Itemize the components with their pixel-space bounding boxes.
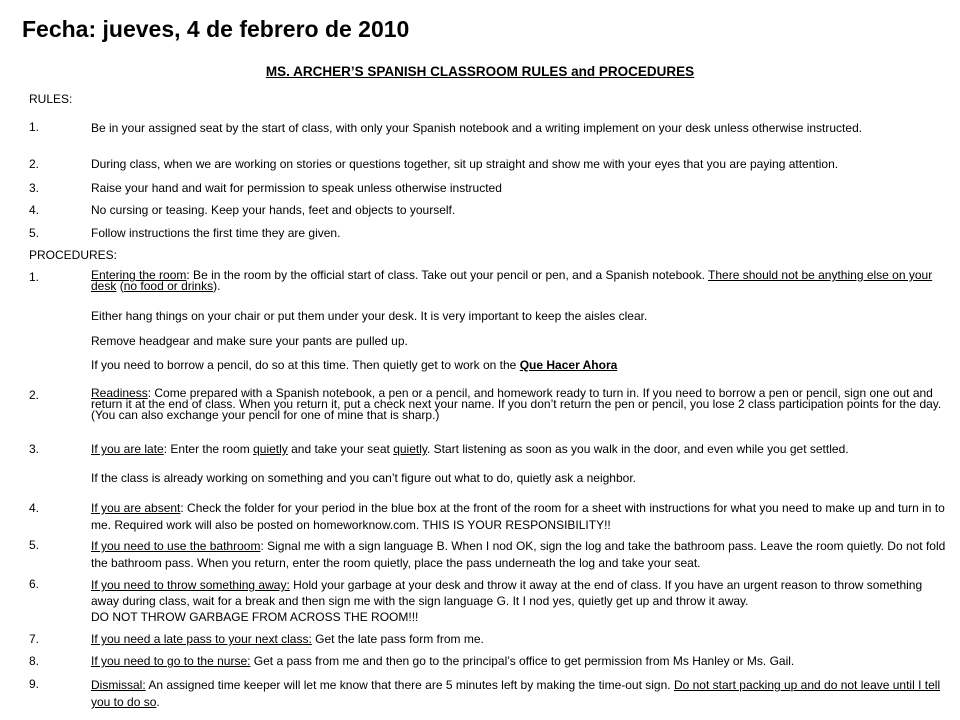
procedure-number: 1.: [29, 270, 40, 284]
procedure-number: 5.: [29, 538, 40, 552]
rule-number: 2.: [29, 157, 40, 171]
procedure-number: 4.: [29, 501, 40, 515]
procedure-number: 7.: [29, 632, 40, 646]
document-title: MS. ARCHER’S SPANISH CLASSROOM RULES and PROCEDURES: [265, 64, 695, 79]
procedure-number: 2.: [29, 388, 40, 402]
rule-number: 5.: [29, 226, 40, 240]
procedure-text: Readiness: Come prepared with a Spanish notebook, a pen or a pencil, and homework ready to turn in. If you need to borrow a pen or pencil, sign one out and return it at the end of class. When you return it, put a check next your name. If you don’t return the pen or pencil, you lose 2 class participation points for the day. (You can also exchange your pencil for one of mine that is sharp.): [91, 386, 942, 422]
procedure-label: If you need a late pass to your next class:: [91, 632, 312, 646]
rule-text: Follow instructions the first time they are given.: [91, 226, 341, 240]
procedure-text: Entering the room: Be in the room by the official start of class. Take out your pencil or pen, and a Spanish notebook. There should not be anything else on your desk (no food or drinks).: [91, 268, 933, 293]
date-header: Fecha: jueves, 4 de febrero de 2010: [22, 16, 410, 42]
rule-text: Be in your assigned seat by the start of class, with only your Spanish notebook and a writing implement on your desk unless otherwise instructed.: [91, 121, 863, 135]
rule-text: No cursing or teasing. Keep your hands, feet and objects to yourself.: [91, 203, 456, 217]
procedure-number: 9.: [29, 677, 40, 691]
procedures-heading: PROCEDURES:: [29, 248, 118, 262]
procedure-label: If you need to use the bathroom: [91, 539, 261, 553]
procedure-number: 6.: [29, 577, 40, 591]
procedure-label: Dismissal:: [91, 678, 146, 692]
rule-number: 3.: [29, 181, 40, 195]
procedure-label: If you are late: [91, 442, 164, 456]
rule-number: 4.: [29, 203, 40, 217]
rules-heading: RULES:: [29, 92, 73, 106]
procedure-label: If you need to go to the nurse:: [91, 654, 251, 668]
que-hacer-ahora-link: Que Hacer Ahora: [519, 358, 618, 372]
procedure-text: If you are absent: Check the folder for your period in the blue box at the front of the room for a sheet with instructions for what you need to make up and turn in to me. Required work will also be posted on homeworknow.com. THIS IS YOUR RESPONSIBILITY!!: [91, 501, 945, 532]
procedure-text: If you need to throw something away: Hold your garbage at your desk and throw it away at the end of class. If you have an urgent reason to throw something away during class, wait for a break and then sign me with the sign language G. It I nod yes, quietly get up and throw it away. DO NOT THROW GARBAGE FROM ACROSS THE ROOM!!!: [91, 578, 923, 624]
procedure-label: If you are absent: [91, 501, 181, 515]
procedure-label: If you need to throw something away:: [91, 578, 290, 592]
procedure-text: If you need to go to the nurse: Get a pass from me and then go to the principal’s office to get permission from Ms Hanley or Ms. Gail.: [91, 654, 795, 668]
procedure-text: Dismissal: An assigned time keeper will let me know that there are 5 minutes left by making the time-out sign. Do not start packing up and do not leave until I tell you to do so.: [91, 678, 941, 709]
procedure-label: Entering the room: [91, 268, 187, 282]
procedure-number: 3.: [29, 442, 40, 456]
rule-text: Raise your hand and wait for permission to speak unless otherwise instructed: [91, 181, 502, 195]
procedure-text: If you need to use the bathroom: Signal me with a sign language B. When I nod OK, sign the log and take the bathroom pass. Leave the room quietly. Do not fold the bathroom pass. When you return, enter the room quietly, place the pass underneath the log and take your seat.: [91, 539, 946, 570]
rule-item: [29, 120, 929, 152]
rule-number: 1.: [29, 120, 40, 134]
procedure-label: Readiness: [91, 386, 148, 400]
procedure-text: If you are late: Enter the room quietly and take your seat quietly. Start listening as soon as you walk in the door, and even while you get settled.: [91, 442, 849, 456]
procedure-number: 8.: [29, 654, 40, 668]
procedure-text: If you need a late pass to your next class: Get the late pass form from me.: [91, 632, 484, 646]
rule-text: During class, when we are working on stories or questions together, sit up straight and show me with your eyes that you are paying attention.: [91, 157, 839, 171]
